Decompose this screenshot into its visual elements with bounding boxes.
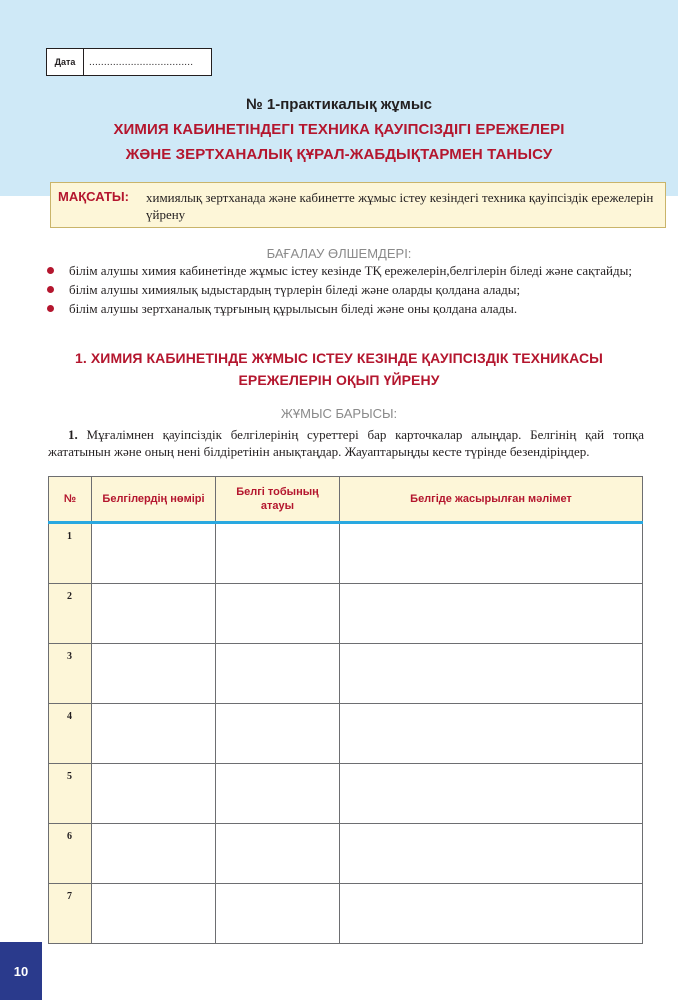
cell-sign-number[interactable] [92, 584, 216, 644]
table-row [49, 884, 643, 944]
criteria-item: білім алушы зертханалық тұрғының құрылысын біледі және оны қолдана алады. [46, 300, 656, 317]
section-title-line-2: ЕРЕЖЕЛЕРІН ОҚЫП ҮЙРЕНУ [238, 372, 440, 388]
row-number: 4 [49, 704, 92, 764]
cell-sign-group[interactable] [216, 644, 340, 704]
row-number: 3 [49, 644, 92, 704]
header-sign-number: Белгілердің нөмірі [92, 477, 216, 523]
instruction-number: 1. [68, 427, 78, 442]
cell-sign-number[interactable] [92, 824, 216, 884]
cell-sign-group[interactable] [216, 764, 340, 824]
table-row [49, 704, 643, 764]
goal-text: химиялық зертханада және кабинетте жұмыс істеу кезіндегі техника қауіпсіздік ережелерін үйрену [146, 190, 654, 222]
work-number: № 1-практикалық жұмыс [246, 96, 432, 113]
bullet-icon [47, 286, 54, 293]
instruction-paragraph [48, 426, 644, 460]
cell-sign-info[interactable] [340, 644, 643, 704]
cell-sign-group[interactable] [216, 523, 340, 584]
cell-sign-info[interactable] [340, 824, 643, 884]
cell-sign-info[interactable] [340, 884, 643, 944]
header-sign-group: Белгі тобының атауы [216, 477, 340, 523]
cell-sign-number[interactable] [92, 704, 216, 764]
cell-sign-group[interactable] [216, 584, 340, 644]
page-title-line-1: ХИМИЯ КАБИНЕТІНДЕГІ ТЕХНИКА ҚАУІПСІЗДІГІ ЕРЕЖЕЛЕРІ [113, 121, 565, 138]
criteria-heading: БАҒАЛАУ ӨЛШЕМДЕРІ: [266, 246, 412, 261]
cell-sign-number[interactable] [92, 523, 216, 584]
cell-sign-info[interactable] [340, 523, 643, 584]
table-row [49, 584, 643, 644]
date-label: Дата [47, 49, 84, 75]
cell-sign-number[interactable] [92, 884, 216, 944]
bullet-icon [47, 267, 54, 274]
row-number: 2 [49, 584, 92, 644]
instruction-text: Мұғалімнен қауіпсіздік белгілерінің суреттері бар карточкалар алыңдар. Белгінің қай топқа жататынын және оның нені білдіретінін анықтаңдар. Жауаптарыңды кесте түрінде безендіріңдер. [48, 427, 644, 459]
date-field[interactable]: ................................... [89, 56, 194, 68]
cell-sign-info[interactable] [340, 764, 643, 824]
cell-sign-number[interactable] [92, 764, 216, 824]
cell-sign-number[interactable] [92, 644, 216, 704]
row-number: 1 [49, 523, 92, 584]
criteria-list [46, 262, 656, 319]
answer-table [48, 476, 643, 944]
table-row [49, 824, 643, 884]
criteria-item: білім алушы химиялық ыдыстардың түрлерін біледі және оларды қолдана алады; [46, 281, 656, 298]
cell-sign-group[interactable] [216, 884, 340, 944]
table-row [49, 764, 643, 824]
page-title-line-2: ЖӘНЕ ЗЕРТХАНАЛЫҚ ҚҰРАЛ-ЖАБДЫҚТАРМЕН ТАНЫСУ [125, 146, 553, 163]
criteria-item: білім алушы химия кабинетінде жұмыс істеу кезінде ТҚ ережелерін,белгілерін біледі және сақтайды; [46, 262, 656, 279]
table-row [49, 523, 643, 584]
cell-sign-info[interactable] [340, 584, 643, 644]
goal-box [50, 182, 666, 228]
progress-heading: ЖҰМЫС БАРЫСЫ: [280, 406, 398, 421]
section-title-line-1: 1. ХИМИЯ КАБИНЕТІНДЕ ЖҰМЫС ІСТЕУ КЕЗІНДЕ ҚАУІПСІЗДІК ТЕХНИКАСЫ [74, 350, 603, 366]
bullet-icon [47, 305, 54, 312]
header-number: № [49, 477, 92, 523]
row-number: 7 [49, 884, 92, 944]
date-box [46, 48, 212, 76]
table-header-row [49, 477, 643, 523]
header-sign-info: Белгіде жасырылған мәлімет [340, 477, 643, 523]
goal-label: МАҚСАТЫ: [58, 189, 129, 204]
page-number: 10 [0, 942, 42, 1000]
cell-sign-info[interactable] [340, 704, 643, 764]
table-row [49, 644, 643, 704]
cell-sign-group[interactable] [216, 704, 340, 764]
cell-sign-group[interactable] [216, 824, 340, 884]
row-number: 5 [49, 764, 92, 824]
row-number: 6 [49, 824, 92, 884]
